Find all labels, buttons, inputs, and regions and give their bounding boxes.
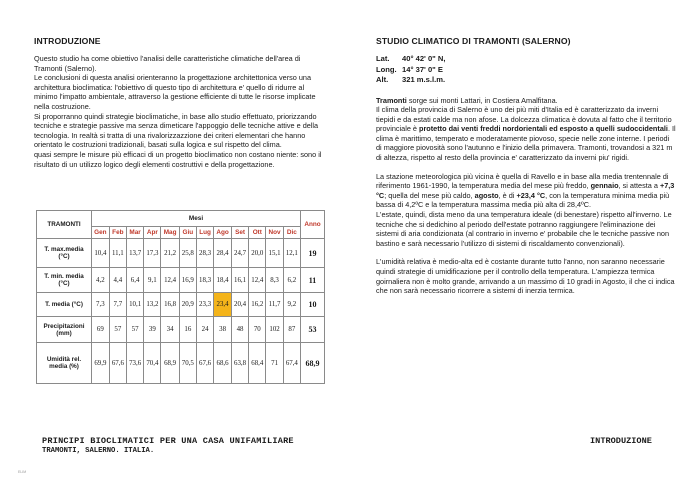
table-cell: 38	[214, 317, 232, 343]
table-cell: 16,2	[249, 293, 266, 317]
coord-lat-key: Lat.	[376, 54, 390, 63]
p1-bold-tramonti: Tramonti	[376, 95, 407, 105]
p2-text-c: , si attesta a	[618, 181, 660, 191]
table-cell: 20,4	[231, 293, 248, 317]
footer	[0, 428, 700, 474]
table-cell: 70	[249, 317, 266, 343]
table-cell: 9,1	[144, 268, 161, 293]
month-header: Giu	[179, 227, 196, 239]
table-cell: 70,4	[144, 343, 161, 384]
row-label: Precipitazioni (mm)	[37, 317, 92, 343]
coord-long	[376, 65, 676, 76]
table-row-header: TRAMONTI	[37, 211, 92, 239]
footer-subtitle: TRAMONTI, SALERNO. ITALIA.	[42, 447, 155, 455]
intro-paragraph-3: Si proporranno quindi strategie bioclimatiche, in base allo studio effettuato, priorizzando tecniche e strategie passive ma senza dimeticare l'appoggio delle tecniche attive e della tecnologia. In realtà si tratta di una rivalorizzazzione dei criteri elementari che hanno orientato le costruzioni tradizionali, basati sulla logica e sul rispetto del clima.	[34, 111, 319, 150]
table-cell: 67,4	[283, 343, 300, 384]
annual-value: 19	[301, 239, 325, 268]
climate-paragraph-3: L'estate, quindi, dista meno da una temperatura ideale (di benestare) rispetto all'inverno. Le tecniche che si dedichino al periodo dell'estate potranno raggiungere l'eliminazione dei sistemi di aria condizionata (al contrario in inverno e' probabile che le tecniche passive non bastino e sarà necessario l'utilizzo di sistemi di riscaldamento convenzionali).	[376, 210, 672, 248]
row-label: T. media (°C)	[37, 293, 92, 317]
table-cell: 9,2	[283, 293, 300, 317]
p2-text-e: , è di	[498, 190, 517, 200]
intro-paragraph-1: Questo studio ha come obiettivo l'analisi delle caratteristiche climatiche dell'area di Tramonti (Salerno).	[34, 54, 301, 73]
table-cell: 16,8	[161, 293, 179, 317]
table-cell: 10,1	[126, 293, 143, 317]
p2-bold-temp-aug: +23,4 °C	[516, 190, 546, 200]
climate-paragraph-1	[376, 96, 676, 163]
table-cell: 4,4	[109, 268, 126, 293]
month-header: Apr	[144, 227, 161, 239]
table-cell: 57	[109, 317, 126, 343]
table-cell: 67,6	[109, 343, 126, 384]
climate-table	[36, 210, 325, 384]
table-row	[37, 317, 325, 343]
logo: ELIM	[18, 470, 27, 474]
table-cell: 16	[179, 317, 196, 343]
table-anno-header: Anno	[301, 211, 325, 239]
table-cell: 69	[92, 317, 110, 343]
coord-lat	[376, 54, 676, 65]
coordinates	[376, 54, 676, 86]
month-header: Ago	[214, 227, 232, 239]
climate-paragraph-2	[376, 172, 676, 210]
table-cell: 12,4	[161, 268, 179, 293]
table-cell: 63,8	[231, 343, 248, 384]
table-cell: 34	[161, 317, 179, 343]
footer-title: PRINCIPI BIOCLIMATICI PER UNA CASA UNIFAMILIARE	[42, 436, 294, 446]
table-cell: 87	[283, 317, 300, 343]
table-cell: 15,1	[266, 239, 283, 268]
table-cell: 39	[144, 317, 161, 343]
annual-value: 11	[301, 268, 325, 293]
table-cell: 7,7	[109, 293, 126, 317]
table-cell: 11,7	[266, 293, 283, 317]
table-cell: 6,4	[126, 268, 143, 293]
p1-bold-winds: protetto dai venti freddi nordorientali ed esposto a quelli sudoccidentali	[419, 124, 668, 134]
p2-bold-gennaio: gennaio	[590, 181, 619, 191]
table-cell: 57	[126, 317, 143, 343]
annual-value: 68,9	[301, 343, 325, 384]
p1-text-a: sorge sui monti Lattari, in Costiera Amalfitana.	[406, 95, 558, 105]
table-cell: 20,0	[249, 239, 266, 268]
month-header: Set	[231, 227, 248, 239]
right-heading: STUDIO CLIMATICO DI TRAMONTI (SALERNO)	[376, 36, 571, 46]
table-cell: 68,4	[249, 343, 266, 384]
table-cell: 8,3	[266, 268, 283, 293]
coord-long-value: 14° 37' 0" E	[402, 64, 443, 74]
footer-section: INTRODUZIONE	[590, 436, 652, 446]
table-cell: 25,8	[179, 239, 196, 268]
left-heading: INTRODUZIONE	[34, 36, 101, 46]
table-cell: 13,2	[144, 293, 161, 317]
p2-bold-agosto: agosto	[474, 190, 499, 200]
table-row	[37, 343, 325, 384]
coord-alt-key: Alt.	[376, 75, 389, 84]
climate-paragraph-4: L'umidità relativa è medio-alta ed è costante durante tutto l'anno, non saranno necessarie quindi strategie di umidificazione per il controllo della temperatura. L'ampiezza termica goirnaliera non è molto grande, arrivando a un massimo di 10 gradi in Agosto, il che ci indica che non sarà necessario ricorrere a sistemi di inerzia termica.	[376, 257, 675, 296]
month-header: Gen	[92, 227, 110, 239]
table-cell: 18,4	[214, 268, 232, 293]
table-cell: 12,1	[283, 239, 300, 268]
row-label: Umidità rel. media (%)	[37, 343, 92, 384]
annual-value: 10	[301, 293, 325, 317]
table-cell: 24,7	[231, 239, 248, 268]
table-body	[37, 239, 325, 384]
annual-value: 53	[301, 317, 325, 343]
intro-paragraph-4: quasi sempre le misure più efficaci di un progetto bioclimatico non costano niente: sono il risultato di un utilizzo logico degli elementi costruttivi e della progettazione.	[34, 149, 322, 169]
left-page	[34, 36, 326, 169]
p1-text-b: Il clima della provincia di Salerno è uno dei più miti d'Italia ed è caratterizzato da inverni tiepidi e da estati calde ma non afose. La dolcezza climatica è dovuta al fatto che il territorio provinciale è	[376, 105, 672, 134]
month-header: Nov	[266, 227, 283, 239]
coord-lat-value: 40° 42' 0" N,	[402, 54, 446, 63]
p2-bold-temp-jan: +7,3 °C	[376, 181, 675, 200]
table-cell: 6,2	[283, 268, 300, 293]
table-cell: 68,6	[214, 343, 232, 384]
row-label: T. min. media (°C)	[37, 268, 92, 293]
coord-alt-value: 321 m.s.l.m.	[402, 75, 446, 84]
month-header: Mag	[161, 227, 179, 239]
table-cell: 12,4	[249, 268, 266, 293]
table-group-header: Mesi	[92, 211, 301, 227]
table-cell: 69,9	[92, 343, 110, 384]
table-cell: 67,6	[196, 343, 213, 384]
table-cell: 20,9	[179, 293, 196, 317]
table-row	[37, 293, 325, 317]
p2-text-a: La stazione meteorologica più vicina è quella di Ravello e in base alla media trentennale di riferimento 1961-1990, la temperatura media del mese più freddo,	[376, 171, 669, 191]
table-cell: 16,1	[231, 268, 248, 293]
table-cell: 18,3	[196, 268, 213, 293]
p2-text-d: ; quella del mese più caldo,	[384, 190, 475, 200]
table-cell: 70,5	[179, 343, 196, 384]
month-header: Ott	[249, 227, 266, 239]
table-cell: 11,1	[109, 239, 126, 268]
table-cell: 23,3	[196, 293, 213, 317]
row-label: T. max.media (°C)	[37, 239, 92, 268]
table-cell: 23,4	[214, 293, 232, 317]
month-header: Feb	[109, 227, 126, 239]
table-cell: 102	[266, 317, 283, 343]
table-cell: 17,3	[144, 239, 161, 268]
table-cell: 68,9	[161, 343, 179, 384]
table-cell: 48	[231, 317, 248, 343]
table-cell: 71	[266, 343, 283, 384]
table-cell: 28,4	[214, 239, 232, 268]
table-cell: 10,4	[92, 239, 110, 268]
coord-alt	[376, 75, 676, 86]
table-cell: 7,3	[92, 293, 110, 317]
table-cell: 21,2	[161, 239, 179, 268]
month-header: Lug	[196, 227, 213, 239]
table-cell: 13,7	[126, 239, 143, 268]
right-page	[376, 36, 676, 296]
intro-text	[34, 54, 326, 169]
p1-text-c: . Il clima è marittimo, temperato e moderatamente piovoso, specie nelle zone interne. I periodi di maggiore piovosità sono l'autunno e l'inizio della primavera. Tramonti, trovandosi a 321 m di altezza, rispetto al resto della provincia e' caratterizzato da inverni piu' rigidi.	[376, 124, 676, 163]
month-header: Mar	[126, 227, 143, 239]
coord-long-key: Long.	[376, 64, 397, 74]
table-row	[37, 239, 325, 268]
table-row	[37, 268, 325, 293]
intro-paragraph-2: Le conclusioni di questa analisi orienteranno la progettazione architettonica verso una architettura bioclimatica: l'obiettivo di questo tipo di architettura e' quello di ridurre al minimo l'impatto ambientale, attraverso la gestione efficiente di tutte le risorse implicate nella costruzione.	[34, 73, 316, 111]
table-cell: 24	[196, 317, 213, 343]
table-cell: 4,2	[92, 268, 110, 293]
table-cell: 73,6	[126, 343, 143, 384]
climate-table-wrapper	[36, 210, 326, 384]
table-cell: 16,9	[179, 268, 196, 293]
table-cell: 28,3	[196, 239, 213, 268]
month-header: Dic	[283, 227, 300, 239]
p2-text-f: , con la temperatura minima media più bassa di 4,2ºC e la temperatura massima media più alta di 28,4ºC.	[376, 190, 670, 210]
